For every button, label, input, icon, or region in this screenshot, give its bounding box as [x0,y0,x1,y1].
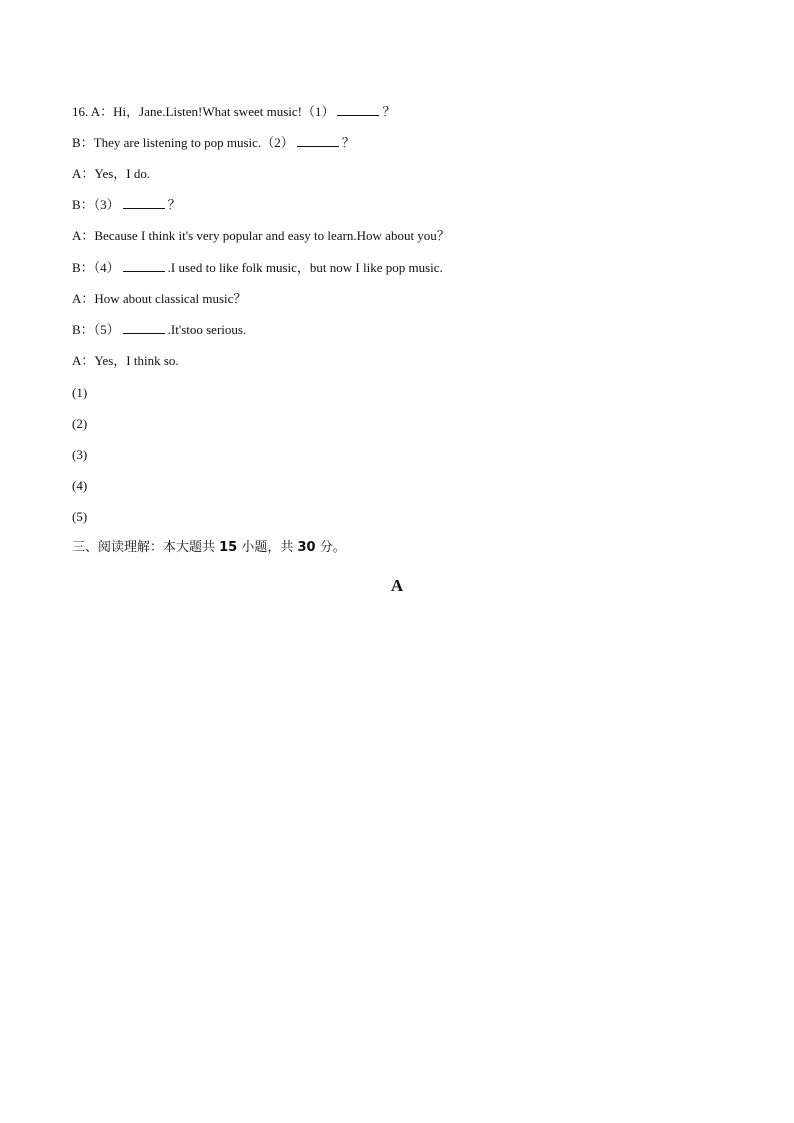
dialogue-text: A：Because I think it's very popular and easy to learn.How about you？ [72,228,450,243]
dialogue-line-5 [72,227,450,245]
dialogue-line-1 [72,103,396,122]
dialogue-text-end: ？ [341,136,355,151]
dialogue-text-end: .It'stoo serious. [167,322,247,337]
dialogue-text: A：Yes，I think so. [72,353,179,368]
dialogue-line-6 [72,259,443,277]
answer-blank-5 [123,322,165,334]
dialogue-text-end: ？ [382,105,396,120]
passage-title: A [390,576,404,595]
dialogue-line-7 [72,290,246,308]
dialogue-text: 16. A：Hi，Jane.Listen!What sweet music!（1） [72,104,335,119]
answer-blank-4 [123,260,165,272]
dialogue-text: B：（4） [72,260,120,275]
total-score: 30 [297,540,316,555]
dialogue-text: B：They are listening to pop music.（2） [72,135,294,150]
section-middle: 小题，共 [237,540,298,555]
dialogue-line-3 [72,165,150,183]
section-prefix: 三、阅读理解：本大题共 [72,540,220,555]
answer-label-5: (5) [72,509,88,524]
question-count: 15 [219,540,238,555]
dialogue-text-end: .I used to like folk music，but now I like pop music. [167,260,443,275]
answer-blank-2 [297,135,339,147]
dialogue-text: B：（5） [72,322,120,337]
dialogue-line-2 [72,134,355,153]
dialogue-text-end: ？ [167,198,181,213]
answer-blank-1 [337,104,379,116]
answer-label-4: (4) [72,478,88,493]
dialogue-text: A：Yes，I do. [72,166,151,181]
dialogue-line-8 [72,321,246,339]
answer-blank-3 [123,197,165,209]
answer-label-2: (2) [72,416,88,431]
answer-label-3: (3) [72,447,88,462]
dialogue-text: A：How about classical music？ [72,291,247,306]
section-suffix: 分。 [315,540,346,555]
dialogue-line-9 [72,352,179,370]
answer-label-1: (1) [72,385,88,400]
section-heading [72,539,346,557]
dialogue-line-4 [72,196,181,215]
dialogue-text: B：（3） [72,197,120,212]
